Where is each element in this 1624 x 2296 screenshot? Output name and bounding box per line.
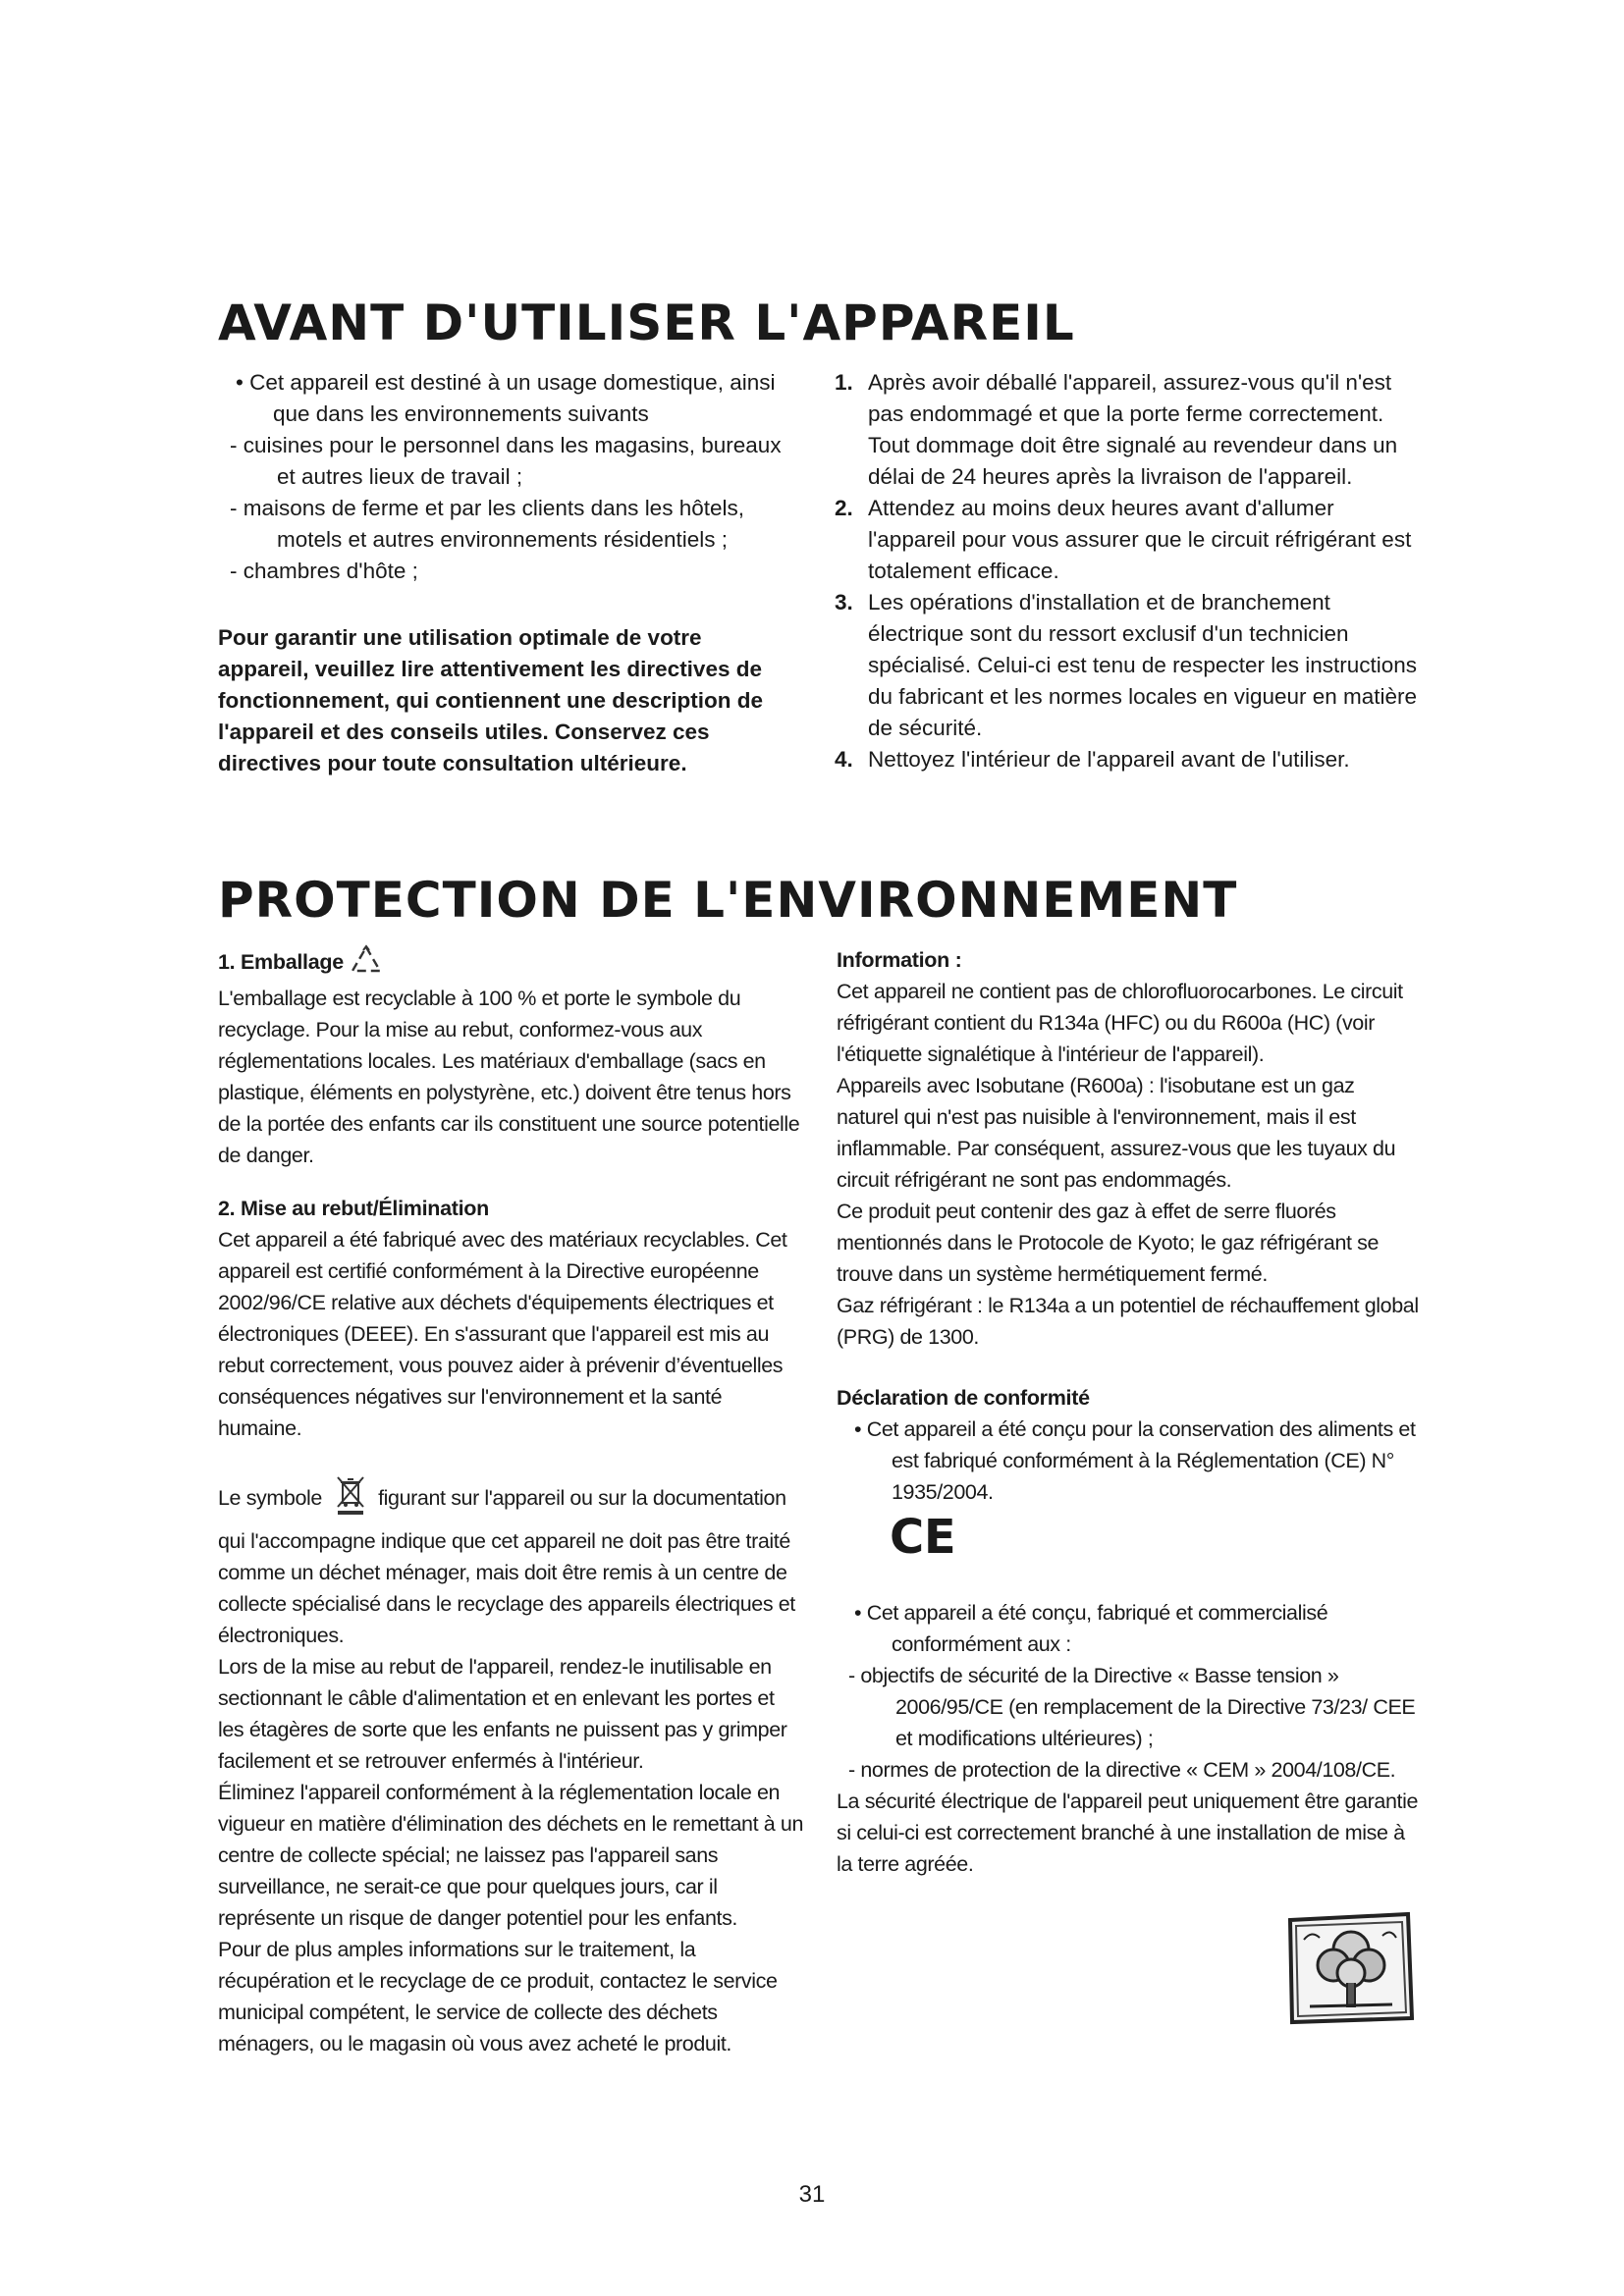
info-paragraph-3: Ce produit peut contenir des gaz à effet de serre fluorés mentionnés dans le Protocole de Kyoto; le gaz réfrigérant se trouve dans un système hermétiquement fermé. xyxy=(837,1200,1380,1286)
step-item xyxy=(835,744,1424,775)
section1-left-column xyxy=(218,367,797,779)
symbol-before: Le symbole xyxy=(218,1486,322,1511)
step-item xyxy=(835,587,1424,744)
usage-dash-1: - cuisines pour le personnel dans les magasins, bureaux et autres lieux de travail ; xyxy=(230,433,782,489)
disposal-text: Cet appareil a été fabriqué avec des matériaux recyclables. Cet appareil est certifié conformément à la Directive européenne 2002/96/CE relative aux déchets d'équipements électriques et électroniques (DEEE). En s'assurant que l'appareil est mis au rebut correctement, vous pouvez aider à prévenir d’éventuelles conséquences négatives sur l'environnement et la santé humaine. xyxy=(218,1228,787,1440)
packaging-heading: 1. Emballage xyxy=(218,950,344,975)
ce-mark-text: CE xyxy=(890,1512,956,1559)
information-heading: Information : xyxy=(837,948,962,972)
section-title-protection: PROTECTION DE L'ENVIRONNEMENT xyxy=(218,872,1238,929)
recycle-icon xyxy=(350,944,383,983)
discard-paragraph: Lors de la mise au rebut de l'appareil, rendez-le inutilisable en sectionnant le câble d'alimentation et en enlevant les portes et les étagères de sorte que les enfants ne puissent pas y grimper facilement et se retrouver enfermés à l'intérieur. xyxy=(218,1655,787,1773)
tree-eco-icon xyxy=(1282,1910,1418,2031)
declaration-heading: Déclaration de conformité xyxy=(837,1386,1090,1410)
step-number: 3. xyxy=(835,590,853,614)
step-text: Les opérations d'installation et de branchement électrique sont du ressort exclusif d'un technicien spécialisé. Celui-ci est tenu de respecter les instructions du fabricant et les normes locales en vigueur en matière de sécurité. xyxy=(868,590,1418,740)
info-paragraph-4: Gaz réfrigérant : le R134a a un potentiel de réchauffement global (PRG) de 1300. xyxy=(837,1294,1419,1349)
usage-dash-3: - chambres d'hôte ; xyxy=(230,559,418,583)
packaging-heading-line xyxy=(218,944,803,983)
info-paragraph-1: Cet appareil ne contient pas de chlorofluorocarbones. Le circuit réfrigérant contient du R134a (HFC) ou du R600a (HC) (voir l'étiquette signalétique à l'intérieur de l'appareil). xyxy=(837,980,1403,1066)
packaging-text: L'emballage est recyclable à 100 % et porte le symbole du recyclage. Pour la mise au rebut, conformez-vous aux réglementations locales. Les matériaux d'emballage (sacs en plastique, éléments en polystyrène, etc.) doivent être tenus hors de la portée des enfants car ils constituent une source potentielle de danger. xyxy=(218,987,800,1167)
disposal-heading: 2. Mise au rebut/Élimination xyxy=(218,1197,489,1220)
section2-left-column xyxy=(218,944,803,2059)
crossed-bin-icon xyxy=(334,1473,367,1525)
step-text: Attendez au moins deux heures avant d'allumer l'appareil pour vous assurer que le circuit réfrigérant est totalement efficace. xyxy=(868,496,1412,583)
step-number: 1. xyxy=(835,370,853,395)
ce-mark-icon xyxy=(888,1512,1422,1568)
eliminate-paragraph: Éliminez l'appareil conformément à la réglementation locale en vigueur en matière d'élimination des déchets en le remettant à un centre de collecte spécial; ne laissez pas l'appareil sans surveillance, ne serait-ce que pour quelques jours, car il représente un risque de danger potentiel pour les enfants. xyxy=(218,1781,803,1930)
page-number: 31 xyxy=(798,2181,826,2208)
declaration-final: La sécurité électrique de l'appareil peut uniquement être garantie si celui-ci est correctement branché à une installation de mise à la terre agréée. xyxy=(837,1789,1419,1876)
section-title-avant: AVANT D'UTILISER L'APPAREIL xyxy=(218,294,1075,351)
more-info-paragraph: Pour de plus amples informations sur le traitement, la récupération et le recyclage de ce produit, contactez le service municipal compétent, le service de collecte des déchets ménagers, ou le magasin où vous avez acheté le produit. xyxy=(218,1938,778,2056)
step-item xyxy=(835,367,1424,493)
section2-right-column xyxy=(837,944,1422,1880)
declaration-dash-1: - objectifs de sécurité de la Directive « Basse tension » 2006/95/CE (en remplacement de la Directive 73/23/ CEE et modifications ultérieures) ; xyxy=(848,1664,1416,1750)
step-text: Nettoyez l'intérieur de l'appareil avant de l'utiliser. xyxy=(868,747,1350,772)
symbol-after: figurant sur l'appareil ou sur la documentation qui l'accompagne indique que cet appareil ne doit pas être traité comme un déchet ménager, mais doit être remis à un centre de collecte spécialisé dans le recyclage des appareils électriques et électroniques. xyxy=(218,1486,795,1647)
declaration-bullet-1: • Cet appareil a été conçu pour la conservation des aliments et est fabriqué conformément à la Réglementation (CE) N° 1935/2004. xyxy=(854,1417,1416,1504)
step-number: 4. xyxy=(835,747,853,772)
info-paragraph-2: Appareils avec Isobutane (R600a) : l'isobutane est un gaz naturel qui n'est pas nuisible à l'environnement, mais il est inflammable. Par conséquent, assurez-vous que les tuyaux du circuit réfrigérant ne sont pas endommagés. xyxy=(837,1074,1396,1192)
usage-dash-2: - maisons de ferme et par les clients dans les hôtels, motels et autres environnements résidentiels ; xyxy=(230,496,744,552)
step-item xyxy=(835,493,1424,587)
step-text: Après avoir déballé l'appareil, assurez-vous qu'il n'est pas endommagé et que la porte ferme correctement. Tout dommage doit être signalé au revendeur dans un délai de 24 heures après la livraison de l'appareil. xyxy=(868,370,1398,489)
declaration-dash-2: - normes de protection de la directive « CEM » 2004/108/CE. xyxy=(848,1758,1396,1782)
declaration-bullet-2: • Cet appareil a été conçu, fabriqué et commercialisé conformément aux : xyxy=(854,1601,1328,1656)
read-instructions-notice: Pour garantir une utilisation optimale de votre appareil, veuillez lire attentivement les directives de fonctionnement, qui contiennent une description de l'appareil et des conseils utiles. Conservez ces directives pour toute consultation ultérieure. xyxy=(218,625,764,775)
weee-symbol-paragraph xyxy=(218,1473,803,1651)
section1-right-column xyxy=(835,367,1424,775)
step-number: 2. xyxy=(835,496,853,520)
usage-bullet: • Cet appareil est destiné à un usage domestique, ainsi que dans les environnements suivants xyxy=(236,370,776,426)
